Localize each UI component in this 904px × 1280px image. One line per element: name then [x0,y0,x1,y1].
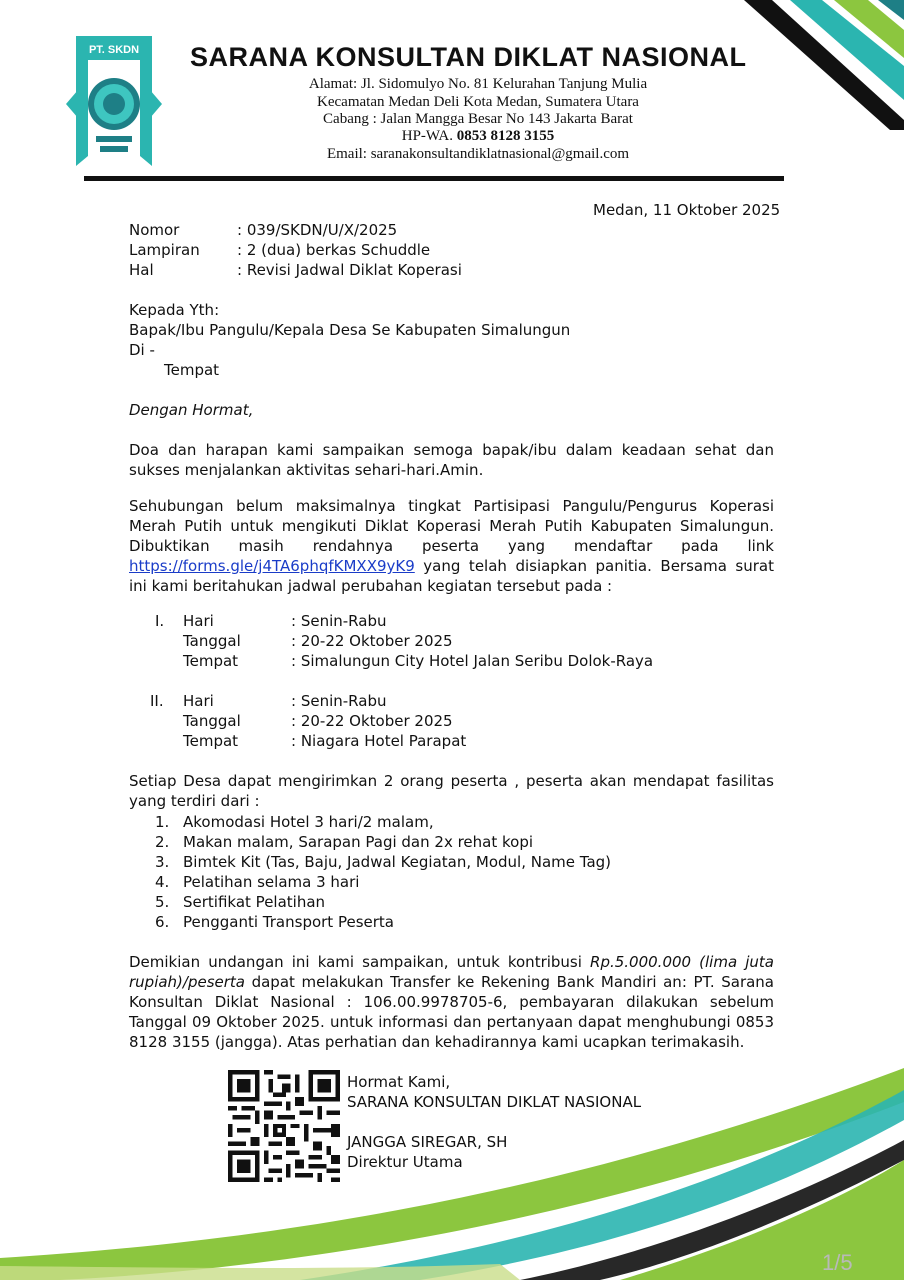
signatory-title: Direktur Utama [347,1153,463,1171]
address-line-2: Kecamatan Medan Deli Kota Medan, Sumatera Utara [317,94,639,110]
recipient-line-3: Di - [129,341,155,359]
schedule-value: : 20-22 Oktober 2025 [291,712,453,730]
paragraph-2-rest: yang telah disiapkan panitia. Bersama surat ini kami beritahukan jadwal perubahan kegiatan tersebut pada : [129,557,774,595]
facility-text: Pengganti Transport Peserta [183,913,394,931]
company-logo [66,26,162,166]
schedule-label: Tanggal [183,632,241,650]
schedule-value: : Senin-Rabu [291,612,387,630]
facility-item [155,812,434,832]
signoff-line-1: Hormat Kami, [347,1073,451,1091]
schedule-2-row-2 [183,711,453,731]
schedule-number: II. [150,692,164,710]
schedule-label: Hari [183,692,214,710]
facility-text: Bimtek Kit (Tas, Baju, Jadwal Kegiatan, Modul, Name Tag) [183,853,612,871]
facility-text: Pelatihan selama 3 hari [183,873,360,891]
schedule-2-row-3 [183,731,466,751]
phone-line [268,128,688,145]
paragraph-2 [129,496,774,596]
meta-label: Hal [129,261,154,279]
page-indicator: 1/5 [822,1250,853,1275]
paragraph-2-text: Sehubungan belum maksimalnya tingkat Partisipasi Pangulu/Pengurus Koperasi Merah Putih untuk mengikuti Diklat Koperasi Merah Putih Kabupaten Simalungun. Dibuktikan masih rendahnya peserta yang mendaftar pada link [129,497,774,555]
paragraph-1: Doa dan harapan kami sampaikan semoga bapak/ibu dalam keadaan sehat dan sukses menjalankan aktivitas sehari-hari.Amin. [129,441,774,479]
greeting: Dengan Hormat, [129,401,254,419]
schedule-1-row-3 [183,651,653,671]
logo-text: PT. SKDN [88,44,140,56]
facility-text: Makan malam, Sarapan Pagi dan 2x rehat kopi [183,833,534,851]
facility-number: 4. [155,873,170,891]
contribution-amount: Rp.5.000.000 (lima juta rupiah)/peserta [129,953,774,991]
schedule-value: : Niagara Hotel Parapat [291,732,467,750]
facility-text: Akomodasi Hotel 3 hari/2 malam, [183,813,434,831]
meta-hal [129,260,462,280]
phone-label: HP-WA. [401,128,453,144]
meta-nomor [129,220,397,240]
facility-number: 3. [155,853,170,871]
corner-stripe-decoration [744,0,904,130]
schedule-1-row-1 [155,611,386,631]
schedule-1-row-2 [183,631,453,651]
email-line: Email: saranakonsultandiklatnasional@gmail.com [326,146,630,162]
closing-paragraph [129,952,774,1052]
facility-item [155,852,611,872]
schedule-number: I. [155,612,165,630]
meta-value: : 2 (dua) berkas Schuddle [237,241,431,259]
meta-label: Lampiran [129,241,200,259]
closing-text-a: Demikian undangan ini kami sampaikan, untuk kontribusi [129,953,591,971]
facility-number: 2. [155,833,170,851]
header-divider [84,176,784,181]
recipient-line-2: Bapak/Ibu Pangulu/Kepala Desa Se Kabupaten Simalungun [129,321,571,339]
schedule-2-row-1 [150,691,386,711]
schedule-value: : Senin-Rabu [291,692,387,710]
closing-text-b: dapat melakukan Transfer ke Rekening Bank Mandiri an: PT. Sarana Konsultan Diklat Nasional : 106.00.9978705-6, pembayaran dilakukan sebelum Tanggal 09 Oktober 2025. untuk informasi dan pertanyaan dapat menghubungi 0853 8128 3155 (jangga). Atas perhatian dan kehadirannya kami ucapkan terimakasih. [129,973,774,1051]
facility-item [155,832,533,852]
phone-number: 0853 8128 3155 [456,128,555,144]
schedule-label: Hari [183,612,214,630]
meta-value: : 039/SKDN/U/X/2025 [237,221,398,239]
address-line-3: Cabang : Jalan Mangga Besar No 143 Jakarta Barat [323,111,633,127]
registration-form-link[interactable]: https://forms.gle/j4TA6phqfKMXX9yK9 [129,557,415,575]
address-line-1: Alamat: Jl. Sidomulyo No. 81 Kelurahan Tanjung Mulia [308,76,648,92]
meta-label: Nomor [129,221,180,239]
facility-item [155,892,325,912]
facility-item [155,872,359,892]
facility-text: Sertifikat Pelatihan [183,893,326,911]
signoff-line-2: SARANA KONSULTAN DIKLAT NASIONAL [347,1093,642,1111]
letter-date: Medan, 11 Oktober 2025 [593,201,781,219]
schedule-label: Tanggal [183,712,241,730]
schedule-label: Tempat [183,652,239,670]
facility-number: 5. [155,893,170,911]
schedule-value: : 20-22 Oktober 2025 [291,632,453,650]
meta-value: : Revisi Jadwal Diklat Koperasi [237,261,462,279]
schedule-value: : Simalungun City Hotel Jalan Seribu Dolok-Raya [291,652,654,670]
signatory-name: JANGGA SIREGAR, SH [347,1133,508,1151]
meta-lampiran [129,240,430,260]
facility-item [155,912,394,932]
facility-number: 6. [155,913,170,931]
schedule-label: Tempat [183,732,239,750]
facility-number: 1. [155,813,170,831]
recipient-line-4: Tempat [164,361,220,379]
facilities-intro: Setiap Desa dapat mengirimkan 2 orang peserta , peserta akan mendapat fasilitas yang terdiri dari : [129,772,774,810]
company-name: SARANA KONSULTAN DIKLAT NASIONAL [190,42,747,72]
qr-code [228,1070,340,1182]
recipient-line-1: Kepada Yth: [129,301,220,319]
